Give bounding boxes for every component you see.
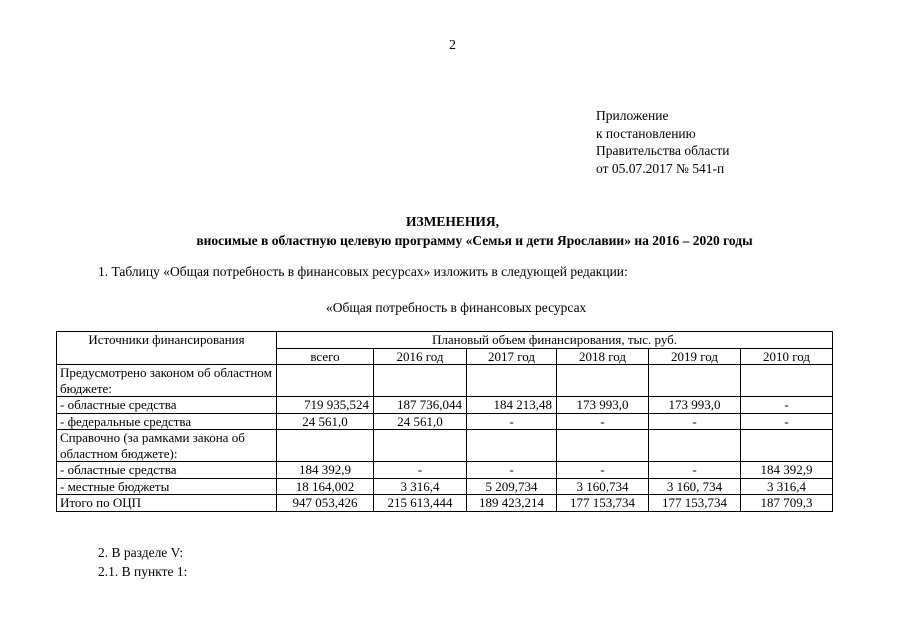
table-cell: 173 993,0	[649, 397, 741, 414]
table-header-row	[57, 332, 833, 349]
table-cell: 24 561,0	[277, 413, 374, 430]
row-label: Предусмотрено законом об областном бюджете:	[57, 365, 277, 397]
table-cell	[557, 365, 649, 397]
header-source: Источники финансирования	[57, 332, 277, 365]
table-cell	[741, 365, 833, 397]
table-cell: 189 423,214	[467, 495, 557, 512]
table-cell: 3 160,734	[557, 478, 649, 495]
table-row-total	[57, 495, 833, 512]
table-row	[57, 478, 833, 495]
table-cell	[649, 430, 741, 462]
table-cell	[374, 430, 467, 462]
appendix-line: Правительства области	[596, 143, 730, 158]
table-cell: 184 392,9	[741, 462, 833, 479]
table-cell: -	[467, 462, 557, 479]
table-cell	[277, 430, 374, 462]
table-row	[57, 397, 833, 414]
table-cell: -	[649, 462, 741, 479]
table-cell: 173 993,0	[557, 397, 649, 414]
table-cell: -	[557, 462, 649, 479]
document-heading	[0, 212, 905, 250]
row-label: - областные средства	[57, 397, 277, 414]
paragraph-3: 2.1. В пункте 1:	[98, 564, 188, 579]
table-cell: -	[374, 462, 467, 479]
appendix-line: к постановлению	[596, 125, 696, 141]
row-label: Итого по ОЦП	[57, 495, 277, 512]
heading-subtitle: вносимые в областную целевую программу «Семья и дети Ярославии» на 2016 – 2020 годы	[196, 233, 753, 248]
table-cell: 24 561,0	[374, 413, 467, 430]
table-cell: 3 316,4	[374, 478, 467, 495]
table-cell: -	[467, 413, 557, 430]
table-cell	[741, 430, 833, 462]
column-header: 2018 год	[557, 348, 649, 365]
row-label: - областные средства	[57, 462, 277, 479]
appendix-line: от 05.07.2017 № 541-п	[596, 160, 725, 176]
table-caption: «Общая потребность в финансовых ресурсах	[326, 300, 587, 315]
row-label: - федеральные средства	[57, 413, 277, 430]
table-cell: 215 613,444	[374, 495, 467, 512]
table-cell: 5 209,734	[467, 478, 557, 495]
table-cell: 719 935,524	[277, 397, 374, 414]
table-cell	[649, 365, 741, 397]
table-cell: -	[741, 397, 833, 414]
table-cell: -	[741, 413, 833, 430]
financing-table	[56, 331, 833, 512]
row-label: Справочно (за рамками закона об областном бюджете):	[57, 430, 277, 462]
column-header: 2017 год	[467, 348, 557, 365]
column-header: всего	[277, 348, 374, 365]
table-cell: 3 316,4	[741, 478, 833, 495]
table-cell: 18 164,002	[277, 478, 374, 495]
table-cell: 184 213,48	[467, 397, 557, 414]
page-number: 2	[449, 38, 456, 53]
table-cell: 187 709,3	[741, 495, 833, 512]
table-cell: 184 392,9	[277, 462, 374, 479]
table-cell	[374, 365, 467, 397]
column-header: 2016 год	[374, 348, 467, 365]
row-label: - местные бюджеты	[57, 478, 277, 495]
heading-title: ИЗМЕНЕНИЯ,	[405, 214, 499, 229]
column-header: 2019 год	[649, 348, 741, 365]
table-cell: 947 053,426	[277, 495, 374, 512]
appendix-line: Приложение	[596, 108, 669, 123]
table-row	[57, 413, 833, 430]
table-cell: 3 160, 734	[649, 478, 741, 495]
table-cell	[467, 430, 557, 462]
paragraph-2: 2. В разделе V:	[98, 545, 184, 560]
table-cell: -	[557, 413, 649, 430]
table-cell: 187 736,044	[374, 397, 467, 414]
table-cell	[277, 365, 374, 397]
table-cell	[467, 365, 557, 397]
table-cell: 177 153,734	[557, 495, 649, 512]
table-cell: 177 153,734	[649, 495, 741, 512]
header-plan: Плановый объем финансирования, тыс. руб.	[277, 332, 833, 349]
appendix-block	[596, 107, 729, 177]
paragraph-1: 1. Таблицу «Общая потребность в финансовых ресурсах» изложить в следующей редакции:	[98, 264, 628, 279]
table-row	[57, 365, 833, 397]
table-row	[57, 430, 833, 462]
table-row	[57, 462, 833, 479]
column-header: 2010 год	[741, 348, 833, 365]
table-cell	[557, 430, 649, 462]
table-cell: -	[649, 413, 741, 430]
